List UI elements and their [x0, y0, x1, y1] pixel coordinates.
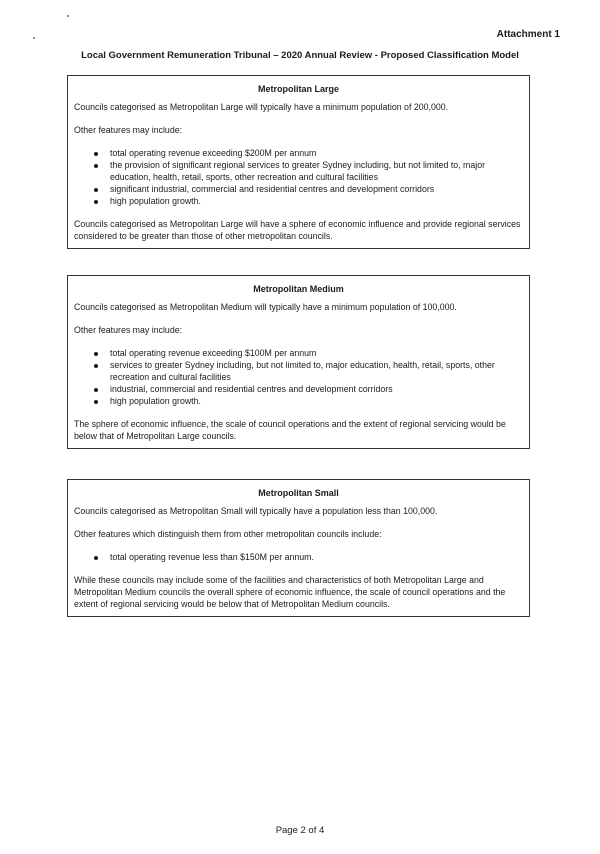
- section-intro: Councils categorised as Metropolitan Medium will typically have a minimum population of 100,000.: [74, 302, 457, 312]
- bullet-icon: [94, 400, 98, 404]
- list-item: high population growth.: [74, 195, 523, 207]
- section-closing: Councils categorised as Metropolitan Large will have a sphere of economic influence and provide regional services considered to be greater than those of other metropolitan councils.: [74, 219, 521, 241]
- section-heading: Metropolitan Medium: [253, 284, 344, 294]
- bullet-icon: [94, 188, 98, 192]
- list-item: high population growth.: [74, 395, 523, 407]
- features-list: [74, 347, 523, 407]
- section-intro: Councils categorised as Metropolitan Small will typically have a population less than 100,000.: [74, 506, 438, 516]
- bullet-icon: [94, 352, 98, 356]
- section-closing: The sphere of economic influence, the scale of council operations and the extent of regional servicing would be below that of Metropolitan Large councils.: [74, 419, 506, 441]
- features-lead: Other features may include:: [74, 325, 183, 335]
- scan-speck: [67, 15, 69, 17]
- section-metropolitan-large: [67, 75, 530, 249]
- section-closing: While these councils may include some of the facilities and characteristics of both Metropolitan Large and Metropolitan Medium councils the overall sphere of economic influence, the scale of council operations and the extent of regional servicing would be below that of Metropolitan Medium councils.: [74, 575, 506, 609]
- bullet-icon: [94, 164, 98, 168]
- list-item: industrial, commercial and residential centres and development corridors: [74, 383, 523, 395]
- features-lead: Other features may include:: [74, 125, 183, 135]
- list-item: total operating revenue less than $150M per annum.: [74, 551, 523, 563]
- section-metropolitan-medium: [67, 275, 530, 449]
- section-heading: Metropolitan Small: [258, 488, 339, 498]
- document-title: Local Government Remuneration Tribunal – 2020 Annual Review - Proposed Classification Model: [81, 50, 519, 61]
- bullet-icon: [94, 388, 98, 392]
- list-item: total operating revenue exceeding $100M per annum: [74, 347, 523, 359]
- page-number: Page 2 of 4: [275, 825, 325, 836]
- list-item: total operating revenue exceeding $200M per annum: [74, 147, 523, 159]
- list-item: the provision of significant regional services to greater Sydney including, but not limited to, major education, health, retail, sports, other recreation and cultural facilities: [74, 159, 523, 183]
- bullet-icon: [94, 200, 98, 204]
- section-heading: Metropolitan Large: [257, 84, 339, 94]
- attachment-label: Attachment 1: [496, 29, 560, 40]
- features-list: [74, 147, 523, 207]
- section-intro: Councils categorised as Metropolitan Large will typically have a minimum population of 200,000.: [74, 102, 449, 112]
- bullet-icon: [94, 364, 98, 368]
- list-item: significant industrial, commercial and residential centres and development corridors: [74, 183, 523, 195]
- section-metropolitan-small: [67, 479, 530, 617]
- scan-speck: [33, 37, 35, 39]
- bullet-icon: [94, 152, 98, 156]
- features-lead: Other features which distinguish them from other metropolitan councils include:: [74, 529, 382, 539]
- bullet-icon: [94, 556, 98, 560]
- features-list: [74, 551, 523, 563]
- list-item: services to greater Sydney including, but not limited to, major education, health, retail, sports, other recreation and cultural facilities: [74, 359, 523, 383]
